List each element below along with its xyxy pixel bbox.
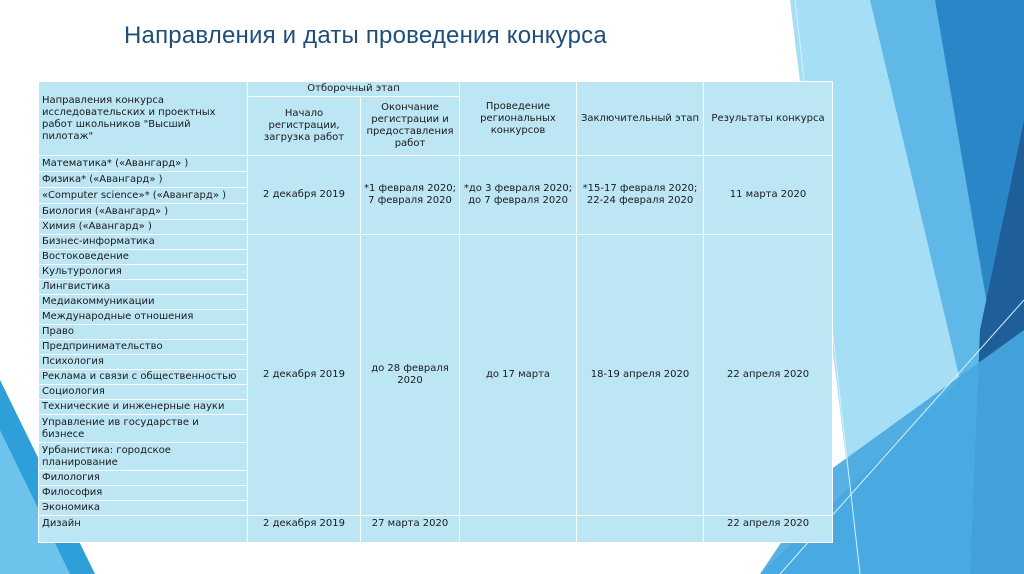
group2-regional: до 17 марта (460, 235, 577, 516)
group1-results: 11 марта 2020 (704, 156, 833, 235)
subject-cell: Экономика (39, 501, 248, 516)
subject-cell: Технические и инженерные науки (39, 400, 248, 415)
subject-cell: Медиакоммуникации (39, 295, 248, 310)
subject-cell: Математика* («Авангард» ) (39, 156, 248, 172)
subject-cell: Право (39, 325, 248, 340)
group1-regional-line1: *до 3 февраля 2020; (463, 183, 573, 194)
group2-results: 22 апреля 2020 (704, 235, 833, 516)
group3-registration-end: 27 марта 2020 (361, 516, 460, 543)
group1-registration-end-line2: 7 февраля 2020 (368, 195, 452, 206)
group1-final-line1: *15-17 февраля 2020; (582, 183, 698, 194)
group2-registration-start: 2 декабря 2019 (248, 235, 361, 516)
subject-cell: Бизнес-информатика (39, 235, 248, 250)
header-registration-start: Начало регистрации, загрузка работ (248, 97, 361, 156)
page-title: Направления и даты проведения конкурса (124, 22, 607, 49)
group2-registration-end: до 28 февраля 2020 (361, 235, 460, 516)
subject-cell: Химия («Авангард» ) (39, 220, 248, 235)
subject-cell: Социология (39, 385, 248, 400)
group2-final: 18-19 апреля 2020 (577, 235, 704, 516)
subject-cell: Предпринимательство (39, 340, 248, 355)
group3-registration-start: 2 декабря 2019 (248, 516, 361, 543)
header-selection-stage: Отборочный этап (248, 82, 460, 97)
subject-cell: Международные отношения (39, 310, 248, 325)
header-regional: Проведение региональных конкурсов (460, 82, 577, 156)
group1-regional (460, 156, 577, 235)
group3-results: 22 апреля 2020 (704, 516, 833, 543)
group1-registration-end (361, 156, 460, 235)
subject-cell: Биология («Авангард» ) (39, 204, 248, 220)
subject-cell: Востоковедение (39, 250, 248, 265)
contest-schedule-table (38, 81, 833, 543)
subject-cell: Психология (39, 355, 248, 370)
subject-cell: Филология (39, 471, 248, 486)
header-results: Результаты конкурса (704, 82, 833, 156)
group1-registration-start: 2 декабря 2019 (248, 156, 361, 235)
subject-cell: Урбанистика: городское планирование (39, 443, 248, 471)
subject-cell: «Computer science»* («Авангард» ) (39, 188, 248, 204)
group1-final-line2: 22-24 февраля 2020 (586, 195, 694, 206)
subject-cell: Управление ив государстве и бизнесе (39, 415, 248, 443)
group3-regional (460, 516, 577, 543)
subject-cell: Философия (39, 486, 248, 501)
subject-cell: Физика* («Авангард» ) (39, 172, 248, 188)
header-final-stage: Заключительный этап (577, 82, 704, 156)
group1-registration-end-line1: *1 февраля 2020; (364, 183, 457, 194)
header-directions: Направления конкурса исследовательских и проектных работ школьников "Высший пилотаж" (39, 82, 248, 156)
subject-cell: Культурология (39, 265, 248, 280)
header-registration-end: Окончание регистрации и предоставления работ (361, 97, 460, 156)
group1-final (577, 156, 704, 235)
subject-cell: Лингвистика (39, 280, 248, 295)
subject-cell: Реклама и связи с общественностью (39, 370, 248, 385)
group1-regional-line2: до 7 февраля 2020 (468, 195, 568, 206)
group3-final (577, 516, 704, 543)
subject-cell: Дизайн (39, 516, 248, 543)
